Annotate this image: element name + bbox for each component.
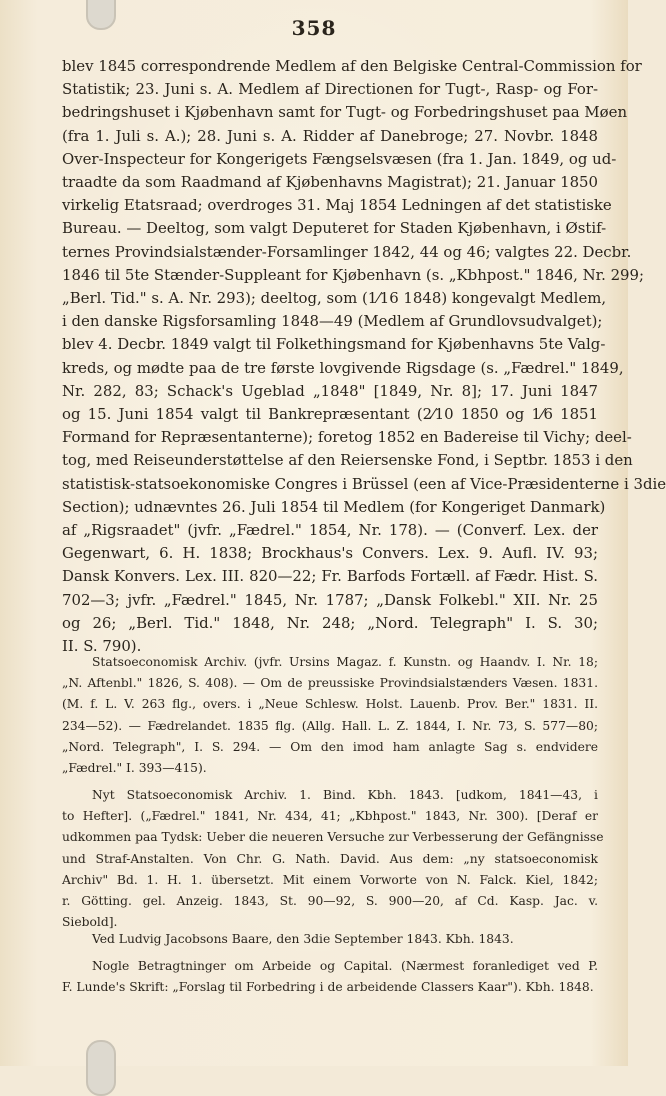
main-text-line: Nr. 282, 83; Schack's Ugeblad „1848" [1849, Nr. 8]; 17. Juni 1847 xyxy=(62,381,598,400)
bibliography-line: „N. Aftenbl." 1826, S. 408). — Om de preussiske Provindsialstænders Væsen. 1831. xyxy=(62,676,598,691)
main-text-line: Statistik; 23. Juni s. A. Medlem af Directionen for Tugt-, Rasp- og For- xyxy=(62,80,598,99)
main-text-line: Section); udnævntes 26. Juli 1854 til Medlem (for Kongeriget Danmark) xyxy=(62,497,606,516)
bibliography-line: „Fædrel." I. 393—415). xyxy=(62,761,207,776)
bibliography-line: 234—52). — Fædrelandet. 1835 flg. (Allg. Hall. L. Z. 1844, I. Nr. 73, S. 577—80; xyxy=(62,718,598,733)
bibliography-line: udkommen paa Tydsk: Ueber die neueren Versuche zur Verbesserung der Gefängnisse xyxy=(62,830,604,845)
main-text-line: (fra 1. Juli s. A.); 28. Juni s. A. Ridder af Danebroge; 27. Novbr. 1848 xyxy=(62,126,598,145)
bibliography-line: r. Götting. gel. Anzeig. 1843, St. 90—92, S. 900—20, af Cd. Kasp. Jac. v. xyxy=(62,894,598,909)
main-text-line: II. S. 790). xyxy=(62,637,142,656)
main-text-line: tog, med Reiseunderstøttelse af den Reiersenske Fond, i Septbr. 1853 i den xyxy=(62,451,633,470)
bibliography-line: „Nord. Telegraph", I. S. 294. — Om den imod ham anlagte Sag s. endvidere xyxy=(62,739,598,754)
bibliography-line: Ved Ludvig Jacobsons Baare, den 3die September 1843. Kbh. 1843. xyxy=(92,932,514,946)
main-text-line: Formand for Repræsentanterne); foretog 1852 en Badereise til Vichy; deel- xyxy=(62,428,632,447)
main-text-line: traadte da som Raadmand af Kjøbenhavns Magistrat); 21. Januar 1850 xyxy=(62,173,598,192)
bibliography-entry-jacobson xyxy=(62,929,598,950)
main-text-line: Over-Inspecteur for Kongerigets Fængselsvæsen (fra 1. Jan. 1849, og ud- xyxy=(62,149,617,168)
bibliography-line: Nyt Statsoeconomisk Archiv. 1. Bind. Kbh. 1843. [udkom, 1841—43, i xyxy=(92,788,598,802)
bibliography-line: und Straf-Anstalten. Von Chr. G. Nath. David. Aus dem: „ny statsoeconomisk xyxy=(62,851,598,866)
main-text-line: „Berl. Tid." s. A. Nr. 293); deeltog, som (1⁄16 1848) kongevalgt Medlem, xyxy=(62,289,607,308)
main-text-line: Bureau. — Deeltog, som valgt Deputeret for Staden Kjøbenhavn, i Østif- xyxy=(62,219,607,238)
main-text xyxy=(62,55,666,658)
main-text-line: i den danske Rigsforsamling 1848—49 (Medlem af Grundlovsudvalget); xyxy=(62,312,603,331)
bibliography-entry-statsoeconomisk-archiv xyxy=(62,652,598,779)
bibliography-line: (M. f. L. V. 263 flg., overs. i „Neue Schlesw. Holst. Lauenb. Prov. Ber." 1831. II. xyxy=(62,697,598,712)
bibliography-line: F. Lunde's Skrift: „Forslag til Forbedring i de arbeidende Classers Kaar"). Kbh. 1848. xyxy=(62,980,594,995)
bibliography-entry-nyt-archiv xyxy=(62,785,604,933)
bibliography-line: Nogle Betragtninger om Arbeide og Capital. (Nærmest foranlediget ved P. xyxy=(92,959,598,973)
bibliography-line: Archiv" Bd. 1. H. 1. übersetzt. Mit einem Vorworte von N. Falck. Kiel, 1842; xyxy=(62,872,598,887)
main-text-line: blev 1845 correspondrende Medlem af den Belgiske Central-Commission for xyxy=(62,57,642,75)
main-text-line: og 15. Juni 1854 valgt til Bankrepræsentant (2⁄10 1850 og 1⁄6 1851 xyxy=(62,405,598,424)
main-text-line: kreds, og mødte paa de tre første lovgivende Rigsdage (s. „Fædrel." 1849, xyxy=(62,358,624,377)
bibliography-line: Siebold]. xyxy=(62,915,118,930)
main-text-line: ternes Provindsialstænder-Forsamlinger 1842, 44 og 46; valgtes 22. Decbr. xyxy=(62,242,632,261)
bibliography-line: to Hefter]. („Fædrel." 1841, Nr. 434, 41; „Kbhpost." 1843, Nr. 300). [Deraf er xyxy=(62,809,598,824)
main-text-line: Dansk Konvers. Lex. III. 820—22; Fr. Barfods Fortæll. af Fædr. Hist. S. xyxy=(62,567,598,586)
page-number: 358 xyxy=(291,16,337,40)
main-text-line: bedringshuset i Kjøbenhavn samt for Tugt- og Forbedringshuset paa Møen xyxy=(62,103,628,122)
main-text-line: af „Rigsraadet" (jvfr. „Fædrel." 1854, Nr. 178). — (Converf. Lex. der xyxy=(62,521,598,540)
bibliography-line: Statsoeconomisk Archiv. (jvfr. Ursins Magaz. f. Kunstn. og Haandv. I. Nr. 18; xyxy=(92,655,598,669)
main-text-line: Gegenwart, 6. H. 1838; Brockhaus's Convers. Lex. 9. Aufl. IV. 93; xyxy=(62,544,598,563)
main-text-line: statistisk-statsoekonomiske Congres i Brüssel (een af Vice-Præsidenterne i 3die xyxy=(62,474,666,493)
main-text-line: og 26; „Berl. Tid." 1848, Nr. 248; „Nord. Telegraph" I. S. 30; xyxy=(62,613,598,632)
main-text-line: virkelig Etatsraad; overdroges 31. Maj 1854 Ledningen af det statistiske xyxy=(62,196,612,215)
main-text-line: 1846 til 5te Stænder-Suppleant for Kjøbenhavn (s. „Kbhpost." 1846, Nr. 299; xyxy=(62,265,645,284)
main-text-line: blev 4. Decbr. 1849 valgt til Folkethingsmand for Kjøbenhavns 5te Valg- xyxy=(62,335,606,354)
main-text-line: 702—3; jvfr. „Fædrel." 1845, Nr. 1787; „Dansk Folkebl." XII. Nr. 25 xyxy=(62,590,598,609)
bibliography-entry-arbeide-capital xyxy=(62,956,598,998)
binder-clip-bottom xyxy=(86,1040,116,1096)
